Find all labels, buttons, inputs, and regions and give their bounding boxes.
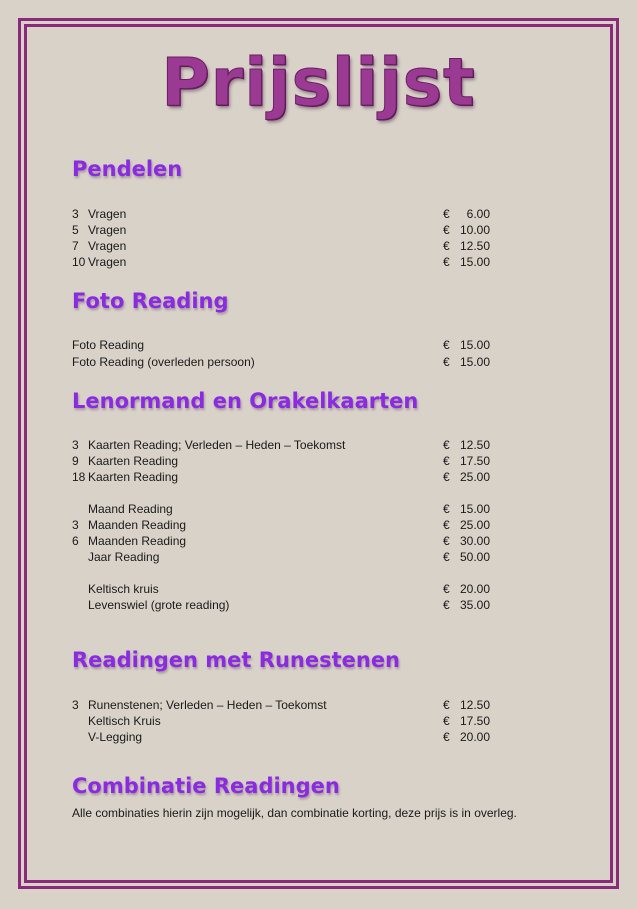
row-price: 12.50 — [459, 438, 490, 452]
price-row — [72, 517, 512, 533]
row-price: 6.00 — [466, 207, 490, 221]
price-row — [72, 469, 512, 485]
row-price: 20.00 — [459, 582, 490, 596]
row-currency: € — [443, 714, 450, 728]
row-price: 10.00 — [459, 223, 490, 237]
heading-runestenen: Readingen met Runestenen — [72, 648, 401, 672]
row-price: 17.50 — [459, 714, 490, 728]
row-price: 15.00 — [459, 338, 490, 352]
row-price: 20.00 — [459, 730, 490, 744]
row-currency: € — [443, 730, 450, 744]
row-currency: € — [443, 438, 450, 452]
row-currency: € — [443, 255, 450, 269]
row-currency: € — [443, 454, 450, 468]
row-currency: € — [443, 223, 450, 237]
row-price: 35.00 — [459, 598, 490, 612]
row-label: Vragen — [88, 207, 127, 221]
row-price: 25.00 — [459, 470, 490, 484]
row-qty: 6 — [72, 534, 79, 548]
price-row — [72, 206, 512, 222]
heading-pendelen: Pendelen — [72, 157, 183, 181]
row-currency: € — [443, 470, 450, 484]
price-row — [72, 713, 512, 729]
price-row — [72, 222, 512, 238]
row-price: 12.50 — [459, 239, 490, 253]
price-row — [72, 354, 512, 370]
row-label: Foto Reading — [72, 338, 145, 352]
row-price: 15.00 — [459, 255, 490, 269]
row-label: Keltisch kruis — [88, 582, 159, 596]
row-price: 15.00 — [459, 502, 490, 516]
row-qty: 18 — [72, 470, 86, 484]
row-currency: € — [443, 518, 450, 532]
price-row — [72, 437, 512, 453]
row-label: Foto Reading (overleden persoon) — [72, 355, 255, 369]
row-qty: 9 — [72, 454, 79, 468]
row-qty: 5 — [72, 223, 79, 237]
row-label: Kaarten Reading — [88, 470, 179, 484]
row-price: 15.00 — [459, 355, 490, 369]
combinatie-note: Alle combinaties hierin zijn mogelijk, dan combinatie korting, deze prijs is in overleg. — [72, 806, 517, 820]
row-label: Jaar Reading — [88, 550, 160, 564]
row-label: Keltisch Kruis — [88, 714, 161, 728]
row-currency: € — [443, 698, 450, 712]
row-qty: 7 — [72, 239, 79, 253]
row-currency: € — [443, 239, 450, 253]
page-title: Prijslijst — [161, 44, 476, 121]
row-price: 50.00 — [459, 550, 490, 564]
price-row — [72, 729, 512, 745]
row-qty: 3 — [72, 207, 79, 221]
row-currency: € — [443, 207, 450, 221]
row-qty: 10 — [72, 255, 86, 269]
row-currency: € — [443, 355, 450, 369]
heading-lenormand: Lenormand en Orakelkaarten — [72, 389, 419, 413]
row-qty: 3 — [72, 518, 79, 532]
price-row — [72, 533, 512, 549]
row-currency: € — [443, 534, 450, 548]
price-row — [72, 254, 512, 270]
row-currency: € — [443, 502, 450, 516]
row-label: Kaarten Reading; Verleden – Heden – Toekomst — [88, 438, 346, 452]
row-currency: € — [443, 550, 450, 564]
row-label: Vragen — [88, 255, 127, 269]
price-row — [72, 697, 512, 713]
price-row — [72, 549, 512, 565]
price-row — [72, 337, 512, 353]
row-label: Vragen — [88, 223, 127, 237]
row-label: V-Legging — [88, 730, 143, 744]
row-currency: € — [443, 338, 450, 352]
heading-foto-reading: Foto Reading — [72, 289, 229, 313]
row-currency: € — [443, 598, 450, 612]
row-currency: € — [443, 582, 450, 596]
row-price: 12.50 — [459, 698, 490, 712]
row-label: Maanden Reading — [88, 534, 187, 548]
price-row — [72, 581, 512, 597]
row-price: 17.50 — [459, 454, 490, 468]
row-label: Levenswiel (grote reading) — [88, 598, 230, 612]
row-label: Vragen — [88, 239, 127, 253]
price-row — [72, 238, 512, 254]
price-row — [72, 501, 512, 517]
row-label: Kaarten Reading — [88, 454, 179, 468]
row-label: Maand Reading — [88, 502, 173, 516]
row-label: Runenstenen; Verleden – Heden – Toekomst — [88, 698, 327, 712]
price-row — [72, 597, 512, 613]
row-qty: 3 — [72, 698, 79, 712]
price-row — [72, 453, 512, 469]
row-qty: 3 — [72, 438, 79, 452]
row-price: 30.00 — [459, 534, 490, 548]
heading-combinatie: Combinatie Readingen — [72, 774, 340, 798]
row-label: Maanden Reading — [88, 518, 187, 532]
row-price: 25.00 — [459, 518, 490, 532]
